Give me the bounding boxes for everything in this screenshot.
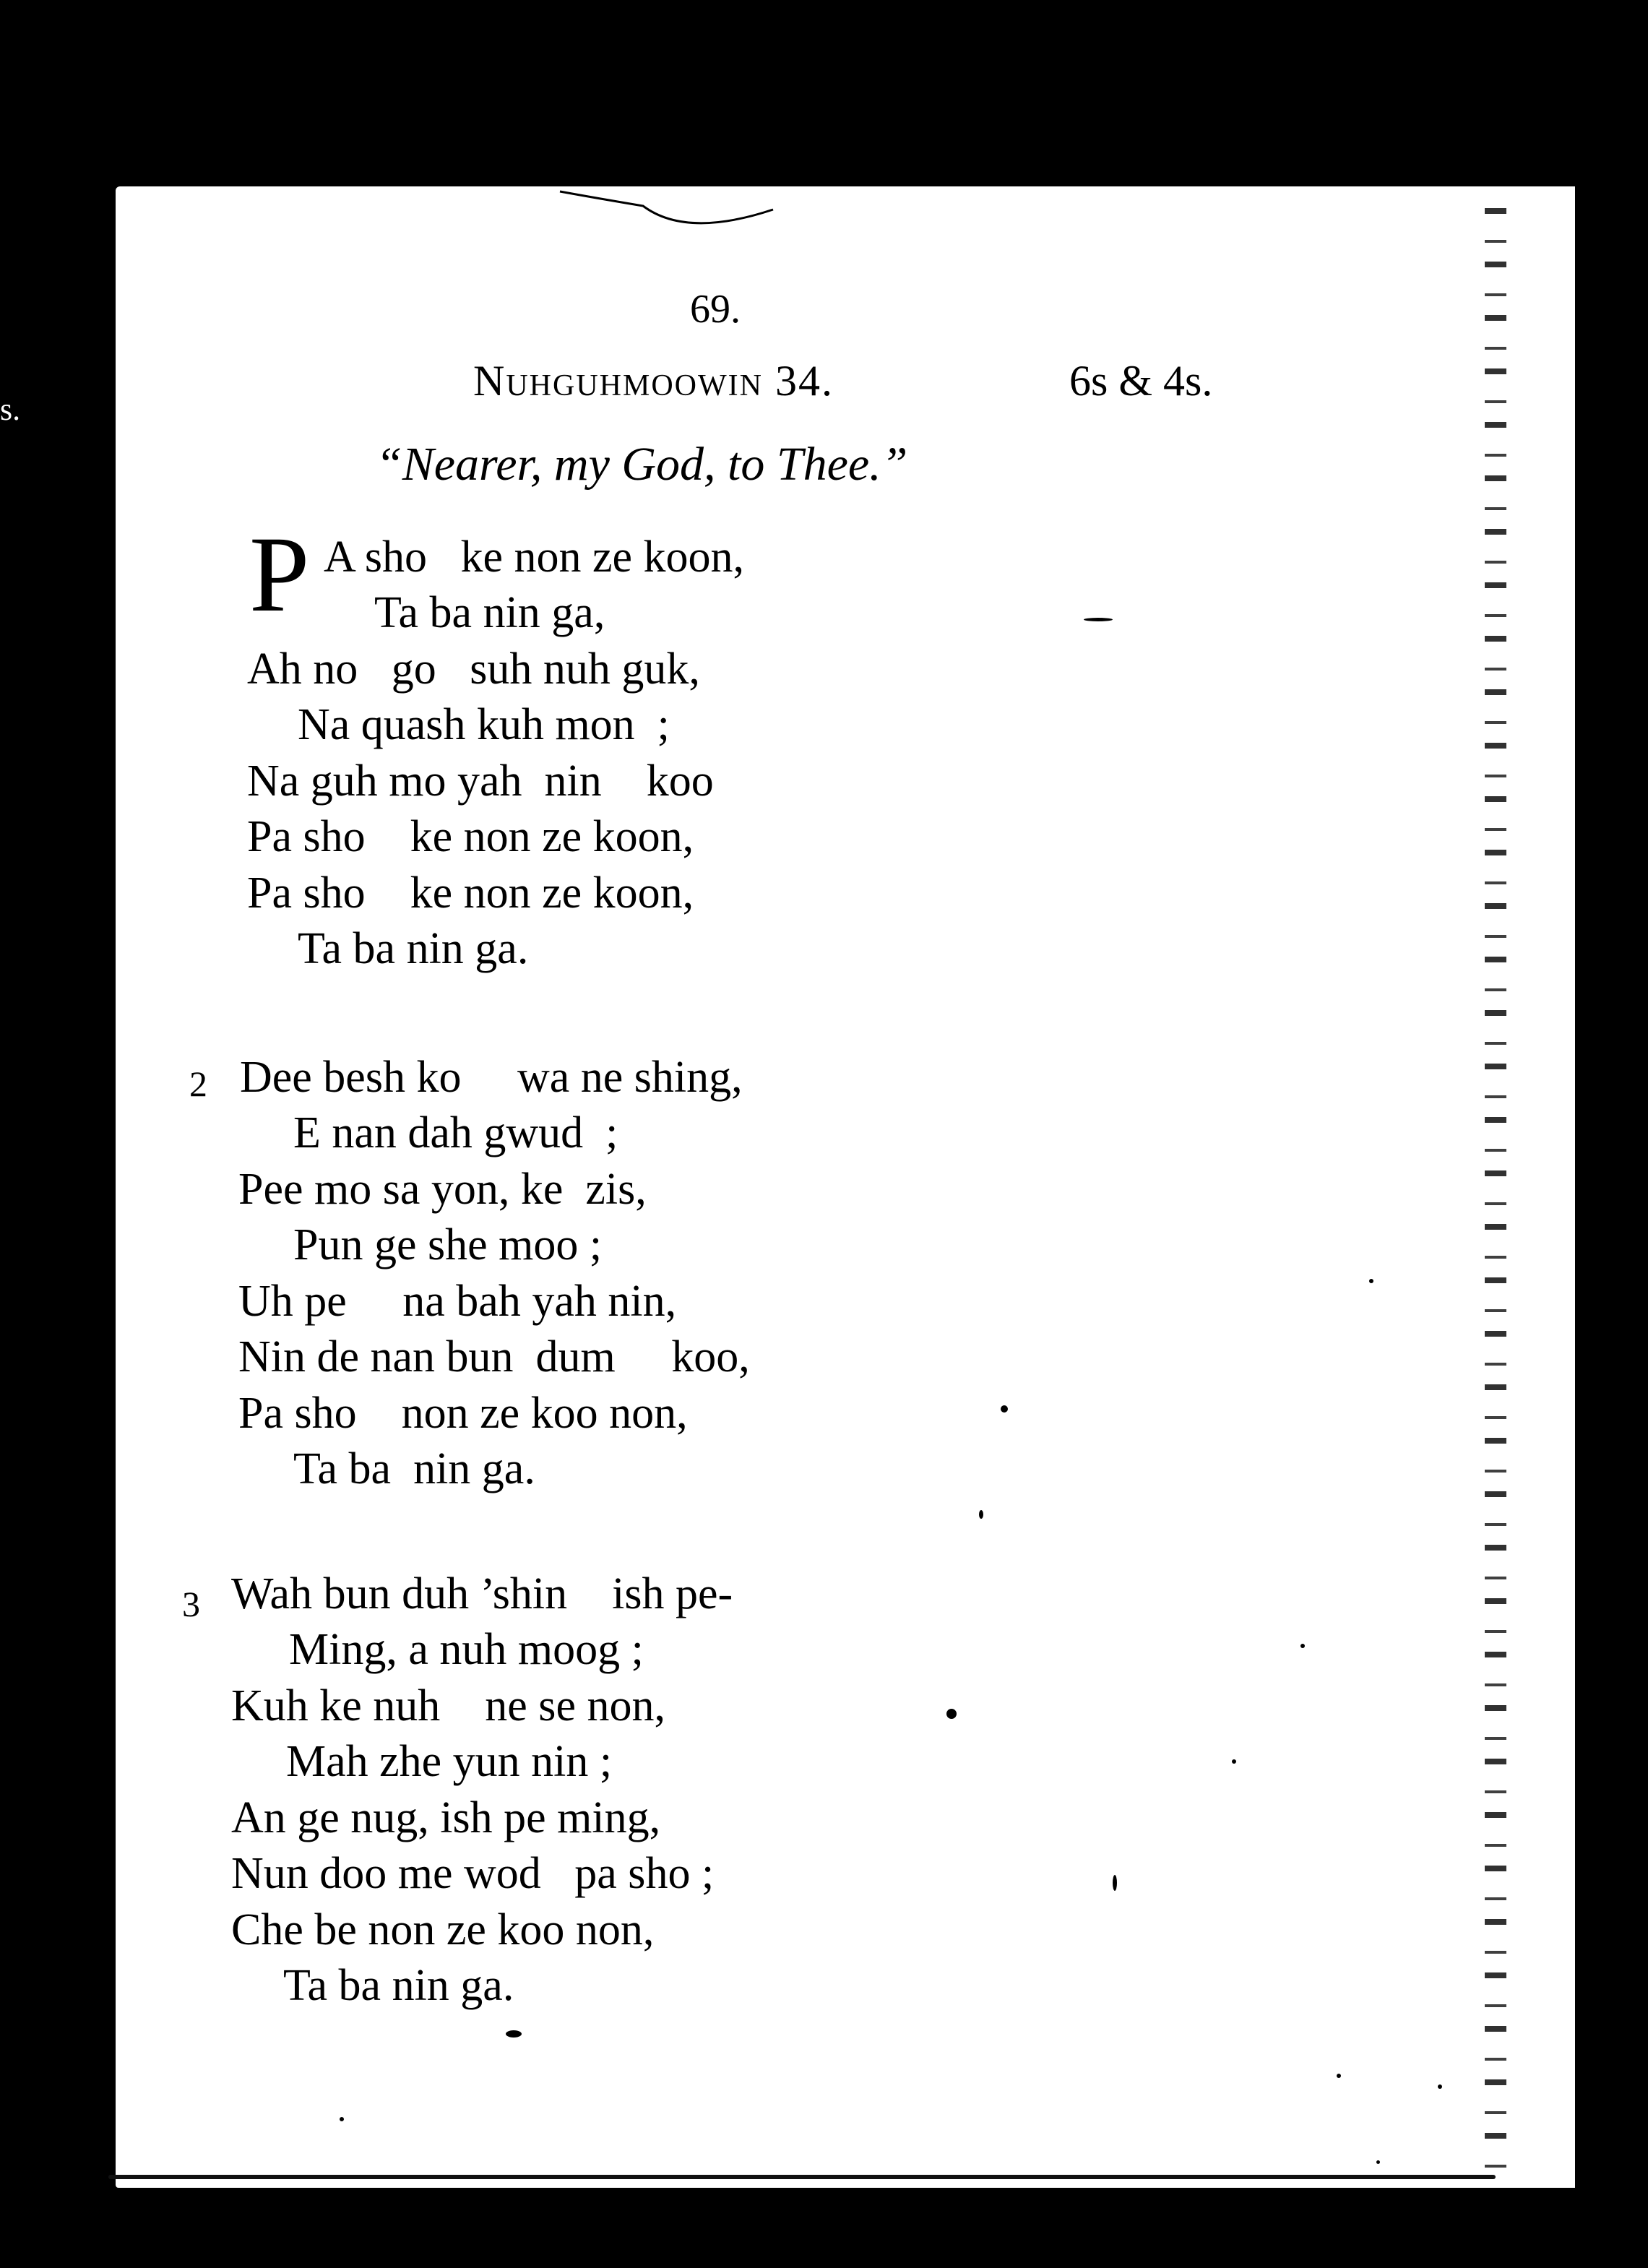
verse-number: 3 xyxy=(182,1584,200,1624)
hymn-title-rest: uhguhmoowin xyxy=(506,357,763,405)
scan-speck xyxy=(1001,1405,1008,1413)
verse-line: Ming, a nuh moog ; xyxy=(289,1625,644,1674)
verse-line: Pa sho ke non ze koon, xyxy=(247,868,694,918)
drop-cap: P xyxy=(249,514,310,634)
scan-speck xyxy=(1337,2074,1341,2078)
scan-speck xyxy=(1438,2084,1442,2089)
hymn-title xyxy=(473,357,834,405)
facing-page-text-fragment: s. xyxy=(0,392,21,427)
verse-line: Nun doo me wod pa sho ; xyxy=(231,1849,715,1898)
scan-speck xyxy=(1113,1875,1117,1891)
pencil-mark xyxy=(556,184,780,235)
scan-speck xyxy=(340,2117,344,2121)
hymn-number: 34. xyxy=(775,357,834,405)
scan-speck xyxy=(506,2030,522,2038)
verse-line: Ta ba nin ga. xyxy=(283,1961,514,2010)
verse-line: Uh pe na bah yah nin, xyxy=(238,1277,677,1326)
scan-speck xyxy=(1376,2160,1380,2164)
verse-line: Dee besh ko wa ne shing, xyxy=(240,1053,743,1102)
book-spine xyxy=(85,191,104,2200)
scan-speck xyxy=(1232,1759,1236,1764)
page-edge-stack xyxy=(1485,189,1506,2180)
page-number: 69. xyxy=(690,287,741,332)
hymn-title-initial: N xyxy=(473,357,506,405)
verse-line: Wah bun duh ’shin ish pe- xyxy=(231,1569,733,1618)
verse-line: Pun ge she moo ; xyxy=(293,1220,603,1269)
verse-line: Na quash kuh mon ; xyxy=(298,700,670,749)
verse-line: Nin de nan bun dum koo, xyxy=(238,1332,750,1381)
verse-line: Pa sho non ze koo non, xyxy=(238,1389,688,1438)
verse-line: A sho ke non ze koon, xyxy=(324,532,745,582)
verse-line: Che be non ze koo non, xyxy=(231,1905,655,1954)
page-bottom-edge xyxy=(108,2175,1496,2179)
verse-line: Ah no go suh nuh guk, xyxy=(247,644,700,694)
verse-line: Ta ba nin ga. xyxy=(298,924,529,973)
scan-speck xyxy=(979,1510,983,1519)
scan-speck xyxy=(1084,618,1113,621)
verse-line: Pa sho ke non ze koon, xyxy=(247,812,694,861)
verse-line: Ta ba nin ga. xyxy=(293,1444,535,1493)
verse-line: An ge nug, ish pe ming, xyxy=(231,1793,661,1842)
verse-line: Ta ba nin ga, xyxy=(374,588,605,637)
verse-line: E nan dah gwud ; xyxy=(293,1108,618,1157)
verse-number: 2 xyxy=(189,1064,207,1104)
verse-line: Pee mo sa yon, ke zis, xyxy=(238,1165,647,1214)
verse-line: Na guh mo yah nin koo xyxy=(247,756,714,806)
hymn-meter: 6s & 4s. xyxy=(1069,357,1213,405)
scan-speck xyxy=(1300,1644,1305,1648)
scan-background-right xyxy=(1575,181,1648,2268)
scan-speck xyxy=(946,1709,957,1719)
hymn-subtitle: “Nearer, my God, to Thee.” xyxy=(376,438,908,491)
verse-line: Kuh ke nuh ne se non, xyxy=(231,1681,665,1730)
scan-speck xyxy=(1369,1279,1373,1283)
verse-line: Mah zhe yun nin ; xyxy=(286,1737,613,1786)
